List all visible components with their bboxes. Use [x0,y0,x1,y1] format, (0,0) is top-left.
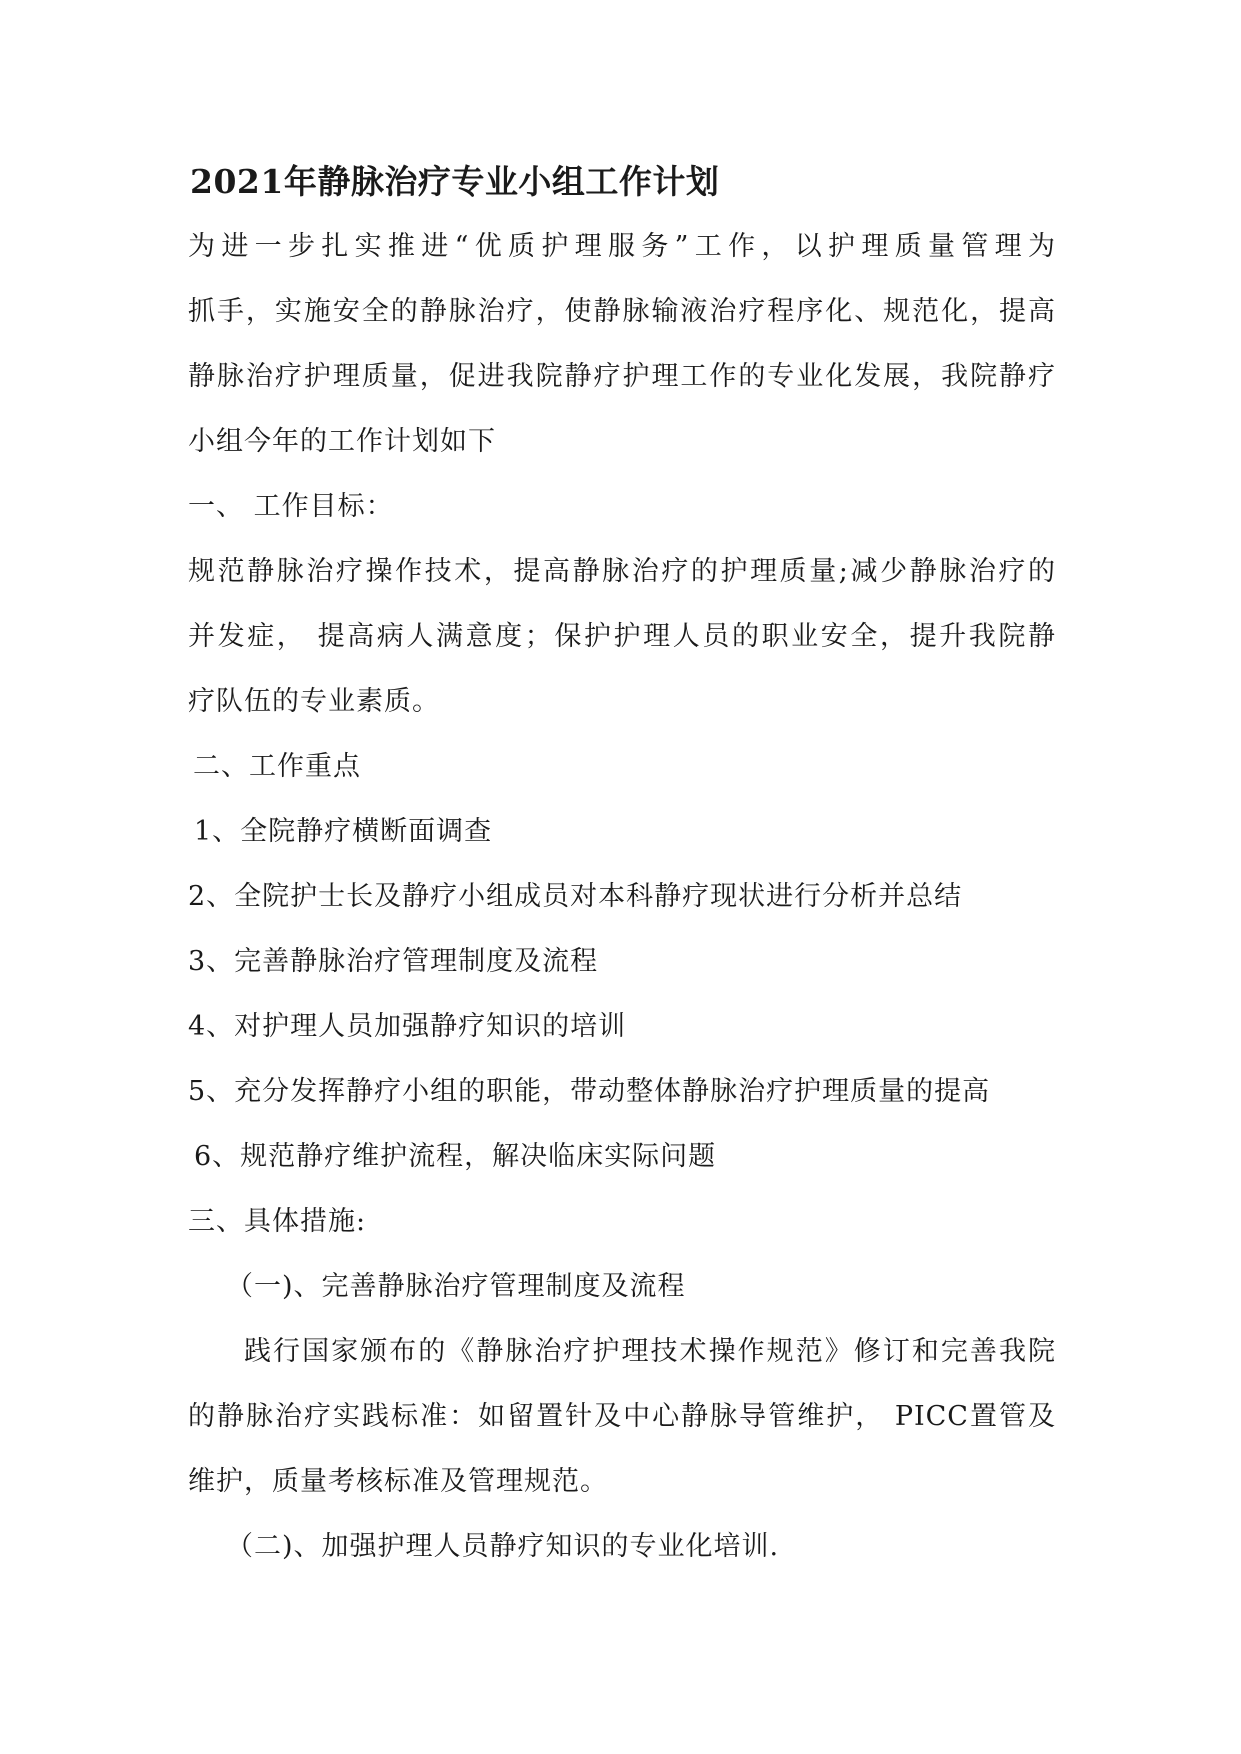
section1-paragraph [188,539,1056,734]
list-item: 2、全院护士长及静疗小组成员对本科静疗现状进行分析并总结 [188,881,963,912]
section2-heading: 二、工作重点 [193,751,361,782]
subsection2-heading: （二)、加强护理人员静疗知识的专业化培训. [226,1531,780,1562]
subsection1-line: 践行国家颁布的《静脉治疗护理技术操作规范》修订和完善我院 [244,1336,1056,1367]
intro-line: 小组今年的工作计划如下 [188,426,496,457]
subsection1-paragraph [188,1319,1056,1514]
intro-paragraph [188,214,1056,474]
list-item: 5、充分发挥静疗小组的职能，带动整体静脉治疗护理质量的提高 [188,1076,991,1107]
section3-heading: 三、具体措施: [188,1206,367,1237]
section1-line: 并发症， 提高病人满意度；保护护理人员的职业安全，提升我院静 [188,621,1056,652]
intro-line: 为进一步扎实推进“优质护理服务”工作，以护理质量管理为 [188,231,1056,262]
list-item: 3、完善静脉治疗管理制度及流程 [188,946,599,977]
subsection1-line: 维护，质量考核标准及管理规范。 [188,1466,608,1497]
section1-heading: 一、 工作目标： [188,491,394,522]
subsection1-heading: （一)、完善静脉治疗管理制度及流程 [226,1271,686,1302]
intro-line: 静脉治疗护理质量，促进我院静疗护理工作的专业化发展，我院静疗 [188,361,1056,392]
section2-list [188,799,1056,1189]
section1-line: 疗队伍的专业素质。 [188,686,440,717]
subsection1-line: 的静脉治疗实践标准：如留置针及中心静脉导管维护， PICC置管及 [188,1401,1056,1432]
list-item: 1、全院静疗横断面调查 [194,816,493,847]
list-item: 4、对护理人员加强静疗知识的培训 [188,1011,627,1042]
list-item: 6、规范静疗维护流程，解决临床实际问题 [194,1141,717,1172]
document-title: 2021年静脉治疗专业小组工作计划 [190,162,720,201]
section1-line: 规范静脉治疗操作技术，提高静脉治疗的护理质量;减少静脉治疗的 [188,556,1056,587]
intro-line: 抓手，实施安全的静脉治疗，使静脉输液治疗程序化、规范化，提高 [188,296,1056,327]
